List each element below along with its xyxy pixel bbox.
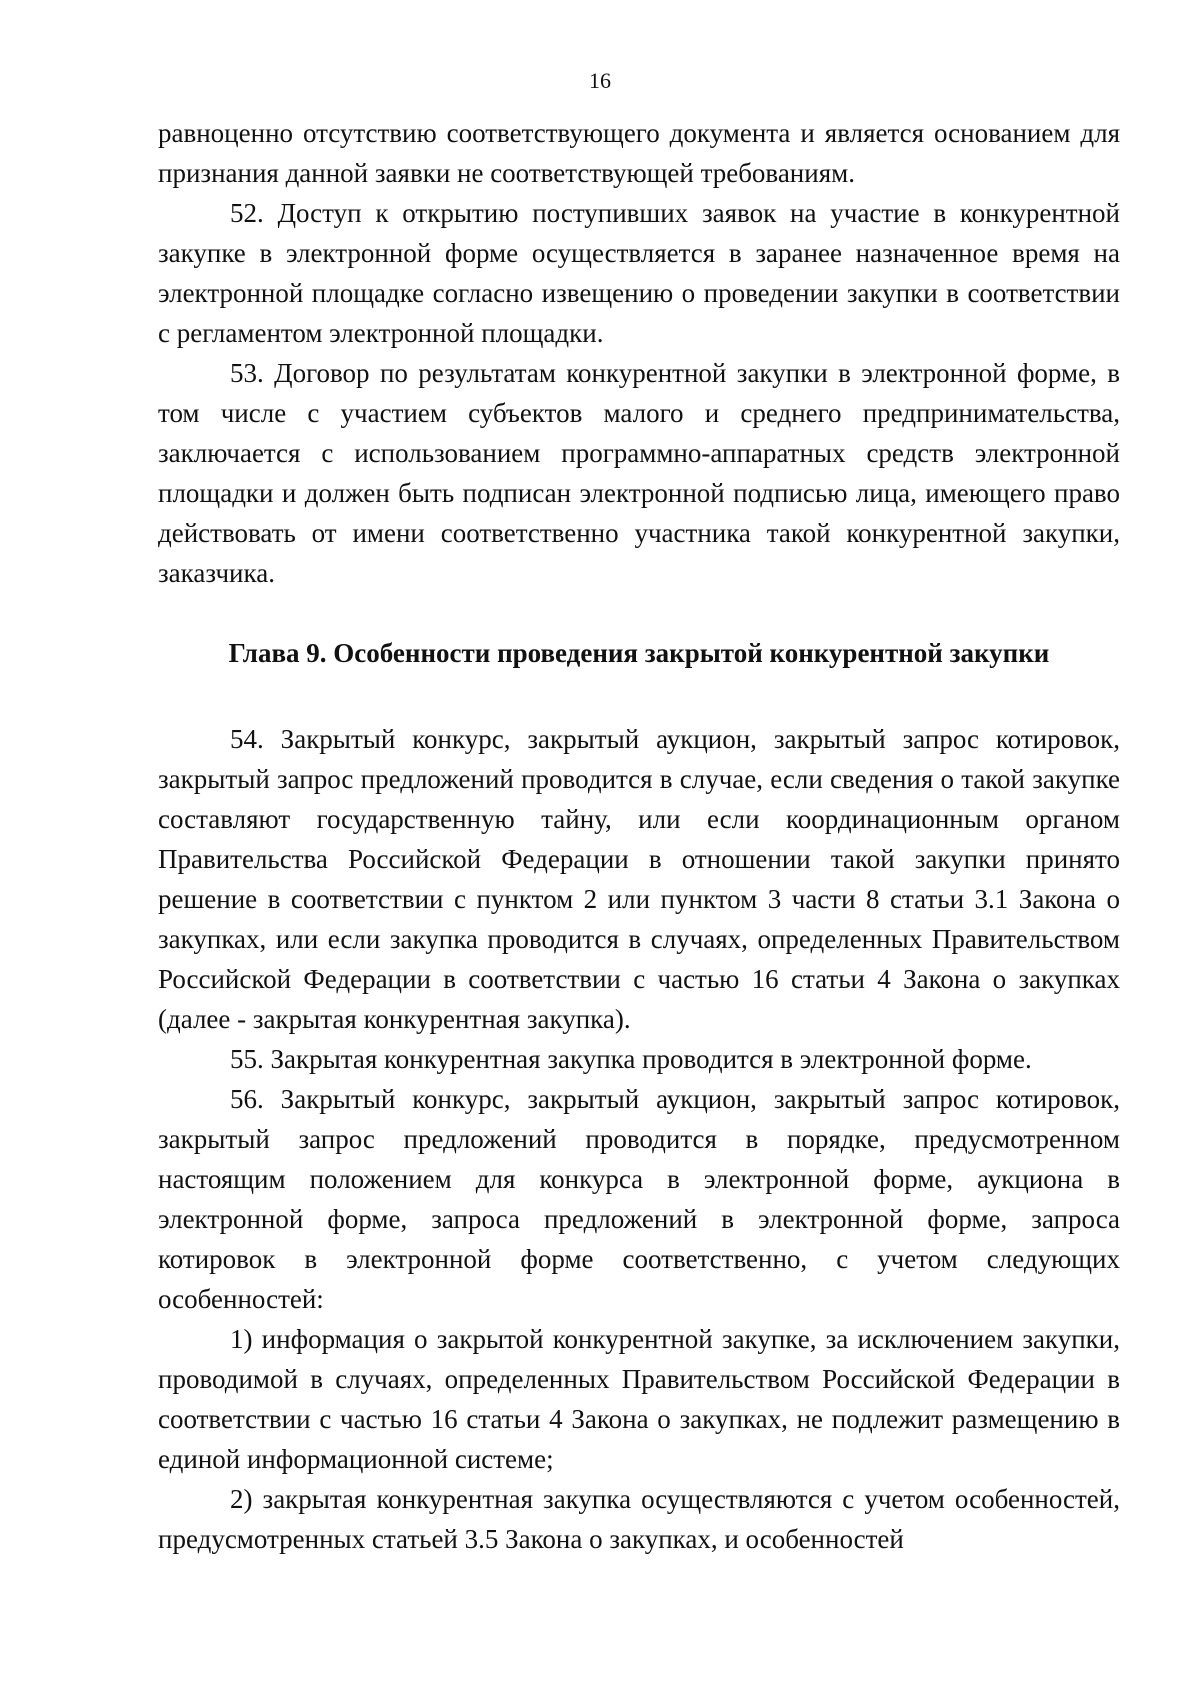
document-body [158, 113, 1120, 1559]
paragraph-53: 53. Договор по результатам конкурентной закупки в электронной форме, в том числе с участием субъектов малого и среднего предпринимательства, заключается с использованием программно-аппаратных средств электронной площадки и должен быть подписан электронной подписью лица, имеющего право действовать от имени соответственно участника такой конкурентной закупки, заказчика. [158, 358, 1120, 588]
list-item-1: 1) информация о закрытой конкурентной закупке, за исключением закупки, проводимой в случаях, определенных Правительством Российской Федерации в соответствии с частью 16 статьи 4 Закона о закупках, не подлежит размещению в единой информационной системе; [158, 1324, 1120, 1474]
paragraph-54: 54. Закрытый конкурс, закрытый аукцион, закрытый запрос котировок, закрытый запрос предложений проводится в случае, если сведения о такой закупке составляют государственную тайну, или если координационным органом Правительства Российской Федерации в отношении такой закупки принято решение в соответствии с пунктом 2 или пунктом 3 части 8 статьи 3.1 Закона о закупках, или если закупка проводится в случаях, определенных Правительством Российской Федерации в соответствии с частью 16 статьи 4 Закона о закупках (далее - закрытая конкурентная закупка). [158, 724, 1120, 1034]
paragraph-continuation: равноценно отсутствию соответствующего документа и является основанием для признания данной заявки не соответствующей требованиям. [158, 118, 1120, 188]
list-item-2: 2) закрытая конкурентная закупка осуществляются с учетом особенностей, предусмотренных статьей 3.5 Закона о закупках, и особенностей [158, 1484, 1120, 1554]
paragraph-52: 52. Доступ к открытию поступивших заявок на участие в конкурентной закупке в электронной форме осуществляется в заранее назначенное время на электронной площадке согласно извещению о проведении закупки в соответствии с регламентом электронной площадки. [158, 198, 1120, 348]
paragraph-55: 55. Закрытая конкурентная закупка проводится в электронной форме. [230, 1044, 1032, 1074]
paragraph-56: 56. Закрытый конкурс, закрытый аукцион, закрытый запрос котировок, закрытый запрос предложений проводится в порядке, предусмотренном настоящим положением для конкурса в электронной форме, аукциона в электронной форме, запроса предложений в электронной форме, запроса котировок в электронной форме соответственно, с учетом следующих особенностей: [158, 1084, 1120, 1314]
chapter-heading: Глава 9. Особенности проведения закрытой конкурентной закупки [228, 638, 1050, 668]
page-number: 16 [589, 68, 611, 93]
